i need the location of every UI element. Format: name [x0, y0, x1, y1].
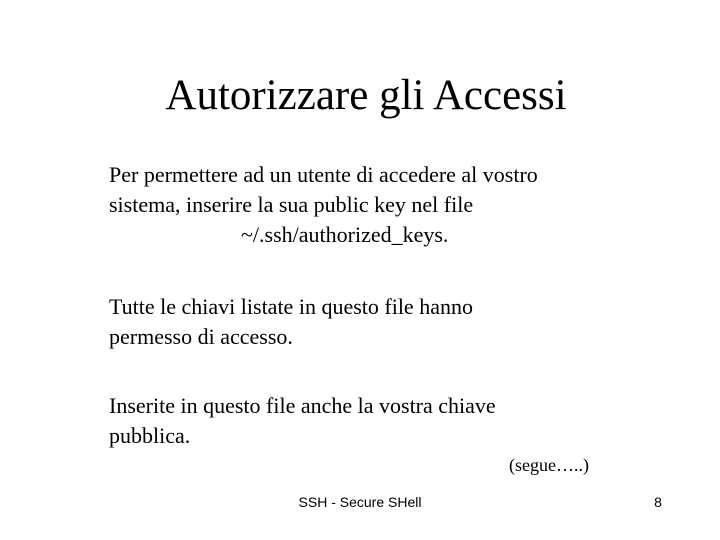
paragraph-line: permesso di accesso.	[109, 324, 293, 349]
slide-title: Autorizzare gli Accessi	[165, 72, 567, 119]
paragraph-insert-own-key	[109, 391, 496, 451]
paragraph-line: Inserite in questo file anche la vostra chiave	[109, 393, 496, 418]
continuation-note: (segue…..)	[509, 455, 589, 475]
page-number: 8	[654, 494, 662, 510]
paragraph-keys-listed	[109, 292, 473, 352]
paragraph-line: Per permettere ad un utente di accedere al vostro	[109, 162, 538, 187]
paragraph-authorized-keys	[109, 160, 538, 250]
paragraph-line: pubblica.	[109, 423, 191, 448]
paragraph-line: sistema, inserire la sua public key nel file	[109, 192, 474, 217]
footer-text: SSH - Secure SHell	[298, 494, 422, 510]
paragraph-line: Tutte le chiavi listate in questo file hanno	[109, 294, 473, 319]
file-path: ~/.ssh/authorized_keys.	[241, 222, 449, 247]
